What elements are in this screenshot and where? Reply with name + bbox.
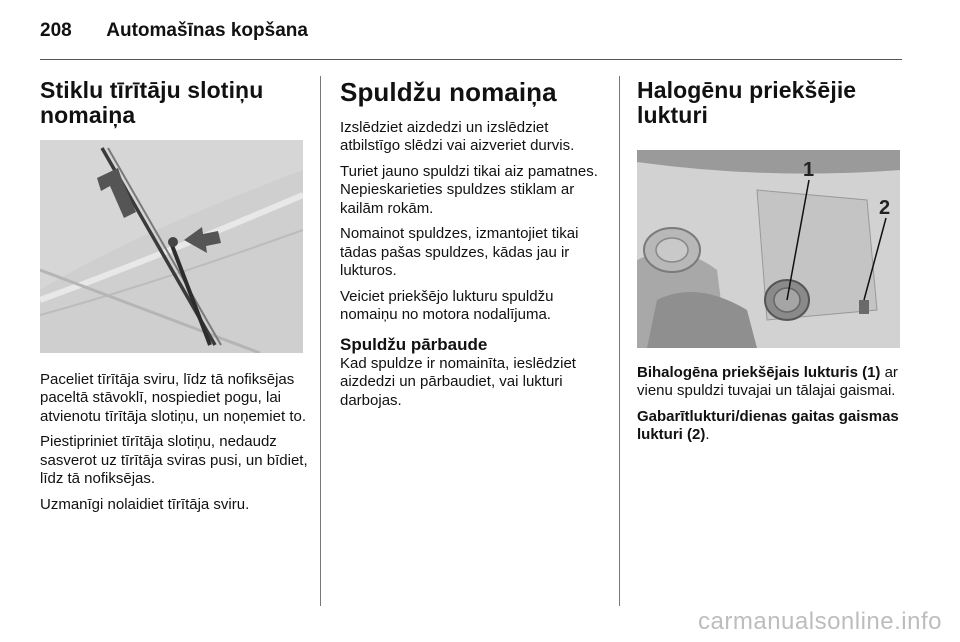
halogen-term-2: Gabarītlukturi/dienas gaitas gaismas lukturi (2) [637, 407, 899, 444]
callout-label-2: 2 [879, 196, 891, 219]
section-heading-bulbs: Spuldžu nomaiņa [340, 77, 557, 107]
bulbs-paragraph-1: Izslēdziet aizdedzi un izslēdziet atbilstīgo slēdzi vai aizveriet durvis. [340, 118, 575, 155]
chapter-title: Automašīnas kopšana [106, 20, 308, 41]
bulbs-paragraph-4: Veiciet priekšējo lukturu spuldžu nomaiņu no motora nodalījuma. [340, 287, 554, 324]
column-wiper [40, 78, 308, 521]
wiper-paragraph-1: Paceliet tīrītāja sviru, līdz tā nofiksējas paceltā stāvoklī, nospiediet pogu, lai atvienotu tīrītāja slotiņu, un noņemiet to. [40, 370, 306, 425]
headlamp-illustration [637, 150, 900, 348]
watermark: carmanualsonline.info [698, 608, 942, 635]
page-header [40, 20, 308, 42]
wiper-paragraph-3: Uzmanīgi nolaidiet tīrītāja sviru. [40, 495, 250, 513]
column-halogen [637, 78, 905, 452]
wiper-figure [40, 140, 303, 353]
bulbs-paragraph-2: Turiet jauno spuldzi tikai aiz pamatnes. Nepieskarieties spuldzes stiklam ar kailām rokām. [340, 162, 598, 217]
halogen-paragraph-2 [637, 408, 905, 445]
wiper-paragraph-2: Piestipriniet tīrītāja slotiņu, nedaudz sasverot uz tīrītāja sviras pusi, un bīdiet, līdz tā nofiksējas. [40, 433, 308, 488]
bulbs-paragraph-3: Nomainot spuldzes, izmantojiet tikai tādas pašas spuldzes, kādas jau ir lukturos. [340, 225, 579, 280]
halogen-desc-2: . [705, 426, 710, 444]
headlamp-figure [637, 150, 900, 348]
bulbs-paragraph-5: Kad spuldze ir nomainīta, ieslēdziet aizdedzi un pārbaudiet, vai lukturi darbojas. [340, 354, 576, 409]
wiper-illustration [40, 140, 303, 353]
halogen-desc-1: ar vienu spuldzi tuvajai un tālajai gaismai. [637, 363, 898, 400]
subheading-bulb-check: Spuldžu pārbaude [340, 334, 488, 354]
callout-label-1: 1 [803, 158, 815, 181]
halogen-paragraph-1 [637, 364, 905, 401]
page-number: 208 [40, 20, 72, 41]
halogen-term-1: Bihalogēna priekšējais lukturis (1) [637, 363, 881, 381]
column-bulbs [340, 78, 604, 417]
column-divider [619, 76, 620, 606]
section-heading-halogen: Halogēnu priekšējie lukturi [637, 77, 857, 129]
header-rule [40, 59, 902, 60]
section-heading-wiper: Stiklu tīrītāju slotiņu nomaiņa [40, 77, 264, 129]
column-divider [320, 76, 321, 606]
